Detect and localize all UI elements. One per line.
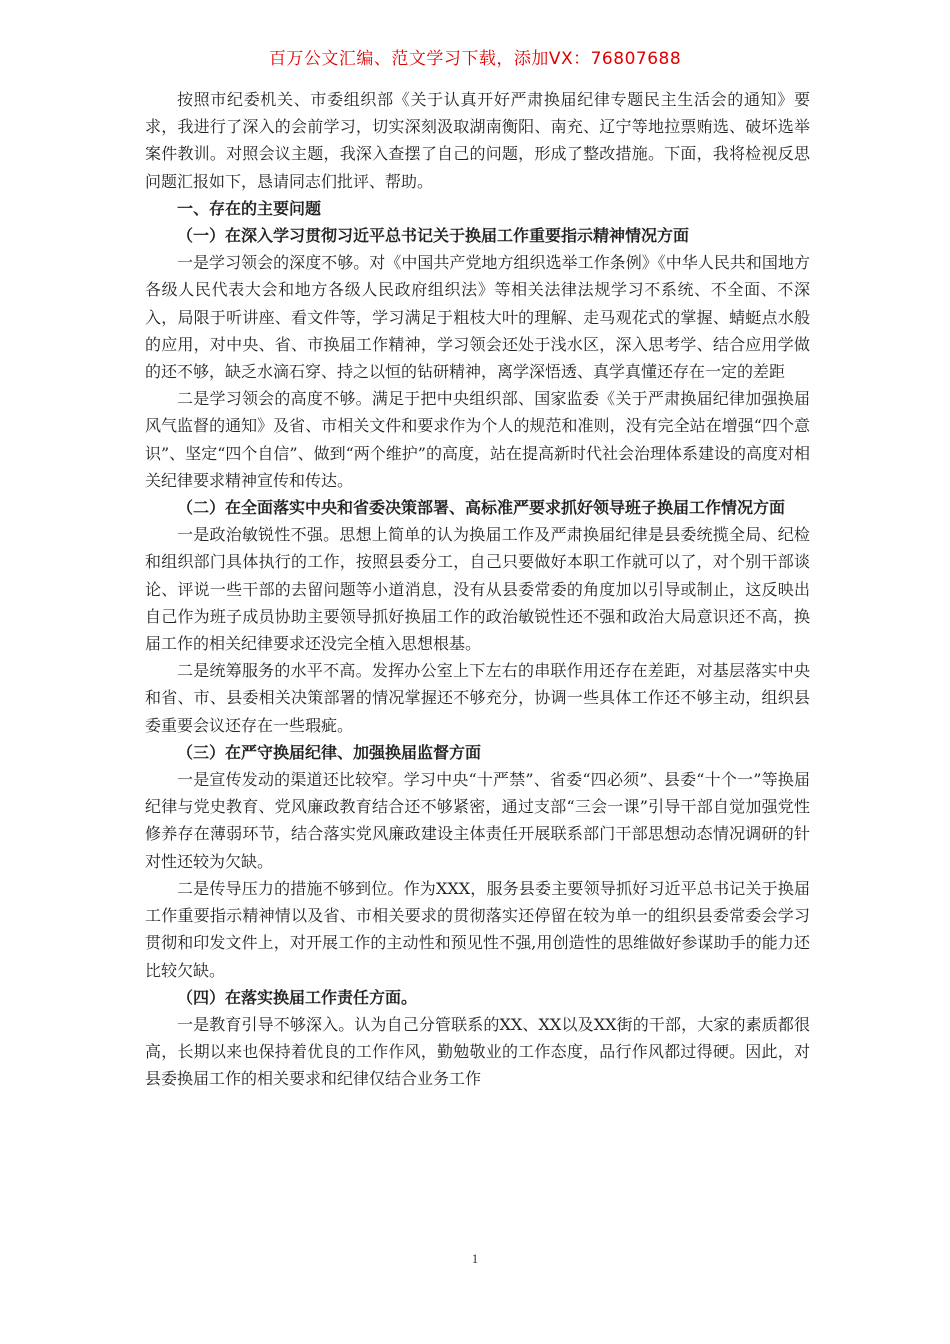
paragraph: 二是传导压力的措施不够到位。作为XXX，服务县委主要领导抓好习近平总书记关于换届工作重要指示精神情以及省、市相关要求的贯彻落实还停留在较为单一的组织县委常委会学习贯彻和印发文件上，对开展工作的主动性和预见性不强,用创造性的思维做好参谋助手的能力还比较欠缺。 bbox=[145, 878, 810, 980]
header-banner: 百万公文汇编、范文学习下载，添加VX：76807688 bbox=[268, 49, 682, 69]
intro-paragraph: 按照市纪委机关、市委组织部《关于认真开好严肃换届纪律专题民主生活会的通知》要求，我进行了深入的会前学习，切实深刻汲取湖南衡阳、南充、辽宁等地拉票贿选、破坏选举案件教训。对照会议主题，我深入查摆了自己的问题，形成了整改措施。下面，我将检视反思问题汇报如下，恳请同志们批评、帮助。 bbox=[145, 90, 810, 191]
paragraph: 一是宣传发动的渠道还比较窄。学习中央“十严禁”、省委“四必须”、县委“十个一”等换届纪律与党史教育、党风廉政教育结合还不够紧密，通过支部“三会一课”引导干部自觉加强党性修养存在薄弱环节，结合落实党风廉政建设主体责任开展联系部门干部思想动态情况调研的针对性还较为欠缺。 bbox=[145, 770, 810, 871]
page-number: 1 bbox=[471, 1251, 479, 1266]
document-body bbox=[145, 86, 810, 1093]
section-heading: 一、存在的主要问题 bbox=[177, 198, 322, 218]
subsection-heading-2: （二）在全面落实中央和省委决策部署、高标准严要求抓好领导班子换届工作情况方面 bbox=[177, 498, 786, 518]
subsection-heading-3: （三）在严守换届纪律、加强换届监督方面 bbox=[177, 742, 482, 762]
paragraph: 一是学习领会的深度不够。对《中国共产党地方组织选举工作条例》《中华人民共和国地方各级人民代表大会和地方各级人民政府组织法》等相关法律法规学习不系统、不全面、不深入，局限于听讲座、看文件等，学习满足于粗枝大叶的理解、走马观花式的掌握、蜻蜓点水般的应用，对中央、省、市换届工作精神，学习领会还处于浅水区，深入思考学、结合应用学做的还不够，缺乏水滴石穿、持之以恒的钻研精神，离学深悟透、真学真懂还存在一定的差距 bbox=[145, 253, 810, 382]
paragraph: 一是政治敏锐性不强。思想上简单的认为换届工作及严肃换届纪律是县委统揽全局、纪检和组织部门具体执行的工作，按照县委分工，自己只要做好本职工作就可以了，对个别干部谈论、评说一些干部的去留问题等小道消息，没有从县委常委的角度加以引导或制止，这反映出自己作为班子成员协助主要领导抓好换届工作的政治敏锐性还不强和政治大局意识还不高，换届工作的相关纪律要求还没完全植入思想根基。 bbox=[145, 525, 810, 654]
subsection-heading-4: （四）在落实换届工作责任方面。 bbox=[177, 987, 418, 1007]
paragraph: 二是统筹服务的水平不高。发挥办公室上下左右的串联作用还存在差距，对基层落实中央和省、市、县委相关决策部署的情况掌握还不够充分，协调一些具体工作还不够主动，组织县委重要会议还存在一些瑕疵。 bbox=[145, 661, 810, 735]
paragraph: 一是教育引导不够深入。认为自己分管联系的XX、XX以及XX街的干部，大家的素质都很高，长期以来也保持着优良的工作作风，勤勉敬业的工作态度，品行作风都过得硬。因此，对县委换届工作的相关要求和纪律仅结合业务工作 bbox=[145, 1014, 810, 1089]
subsection-heading-1: （一）在深入学习贯彻习近平总书记关于换届工作重要指示精神情况方面 bbox=[177, 226, 690, 246]
paragraph: 二是学习领会的高度不够。满足于把中央组织部、国家监委《关于严肃换届纪律加强换届风气监督的通知》及省、市相关文件和要求作为个人的规范和准则，没有完全站在增强“四个意识”、坚定“四个自信”、做到“两个维护”的高度，站在提高新时代社会治理体系建设的高度对相关纪律要求精神宣传和传达。 bbox=[145, 389, 810, 490]
